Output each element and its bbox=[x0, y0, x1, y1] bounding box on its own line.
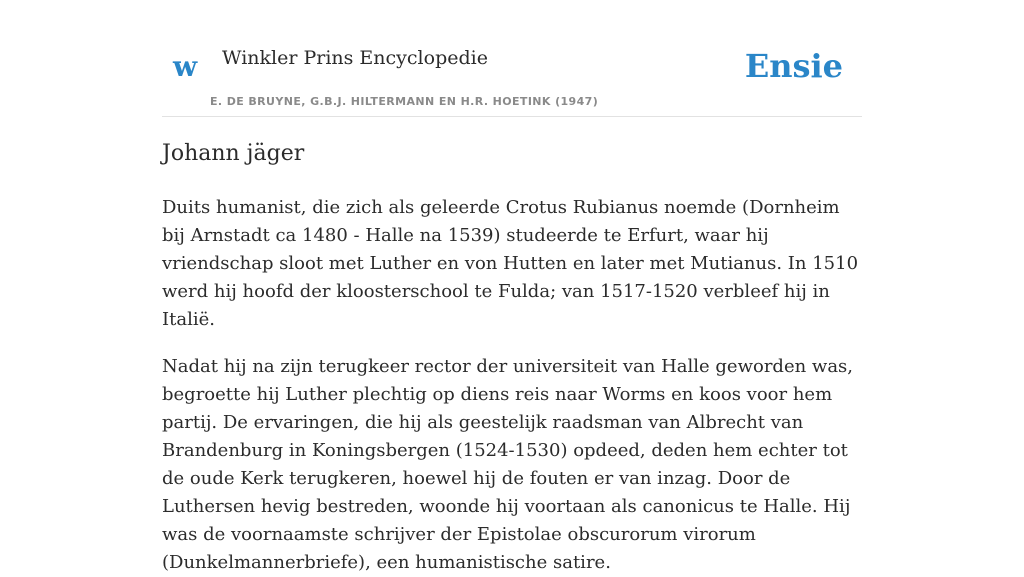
article bbox=[162, 138, 862, 577]
source-title[interactable]: Winkler Prins Encyclopedie bbox=[222, 47, 488, 69]
article-paragraph: Nadat hij na zijn terugkeer rector der universiteit van Halle geworden was, begroette hij Luther plechtig op diens reis naar Worms en koos voor hem partij. De ervaringen, die hij als geestelijk raadsman van Albrecht van Brandenburg in Koningsbergen (1524-1530) opdeed, deden hem echter tot de oude Kerk terugkeren, hoewel hij de fouten er van inzag. Door de Luthersen hevig bestreden, woonde hij voortaan als canonicus te Halle. Hij was de voornaamste schrijver der Epistolae obscurorum virorum (Dunkelmannerbriefe), een humanistische satire. bbox=[162, 356, 854, 573]
winkler-prins-logo[interactable]: w bbox=[173, 50, 198, 83]
article-paragraph: Duits humanist, die zich als geleerde Crotus Rubianus noemde (Dornheim bij Arnstadt ca 1480 - Halle na 1539) studeerde te Erfurt, waar hij vriendschap sloot met Luther en von Hutten en later met Mutianus. In 1510 werd hij hoofd der kloosterschool te Fulda; van 1517-1520 verbleef hij in Italië. bbox=[162, 197, 859, 330]
article-title: Johann jäger bbox=[162, 141, 305, 166]
ensie-brand-logo[interactable]: Ensie bbox=[744, 47, 843, 85]
source-header bbox=[162, 0, 862, 117]
source-authors: E. DE BRUYNE, G.B.J. HILTERMANN EN H.R. HOETINK (1947) bbox=[210, 95, 599, 108]
